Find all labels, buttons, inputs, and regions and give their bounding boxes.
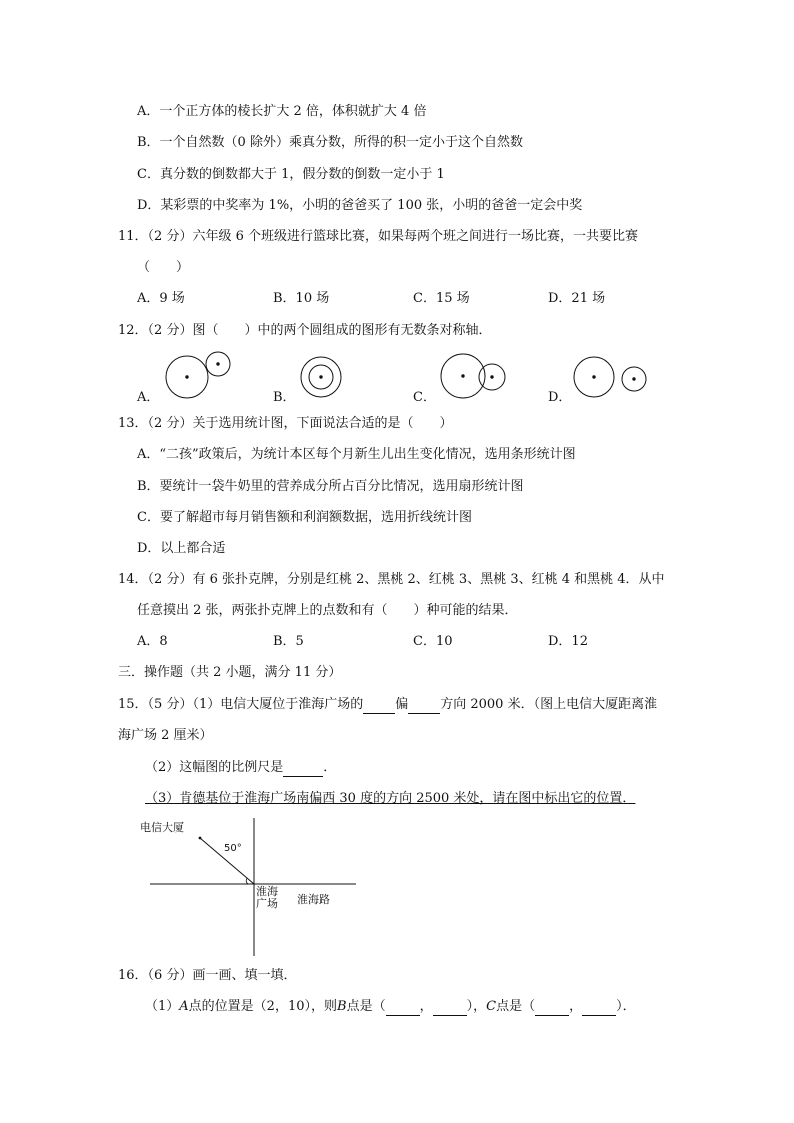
q13-option-c: C．要了解超市每月销售额和利润额数据，选用折线统计图 xyxy=(137,510,472,525)
q14-option-d: D．12 xyxy=(548,634,588,649)
q14-option-c: C．10 xyxy=(413,634,453,649)
q16-part1-text-f: ）． xyxy=(616,999,636,1014)
point-b-label: B xyxy=(337,999,347,1014)
q13-option-d: D．以上都合适 xyxy=(137,541,226,556)
q10-option-d: D．某彩票的中奖率为 1%，小明的爸爸买了 100 张，小明的爸爸一定会中奖 xyxy=(137,198,583,213)
q16-part1-text-b: 点的位置是（2，10），则 xyxy=(188,999,337,1014)
q14-option-a: A．8 xyxy=(137,634,168,649)
q16-part1-text-e: 点是（ xyxy=(496,999,536,1014)
point-c-y-blank[interactable] xyxy=(582,1001,616,1016)
q10-option-b: B．一个自然数（0 除外）乘真分数，所得的积一定小于这个自然数 xyxy=(137,135,523,150)
label-angle-50: 50° xyxy=(224,843,242,854)
q15-stem-part-a: 15．（5 分）（1）电信大厦位于淮海广场的 xyxy=(118,697,364,712)
q13-option-b: B．要统计一袋牛奶里的营养成分所占百分比情况，选用扇形统计图 xyxy=(137,479,524,494)
label-huaihai-square-2: 广场 xyxy=(256,897,278,910)
q15-part2-end: ． xyxy=(323,760,337,775)
q11-option-c: C．15 场 xyxy=(413,291,470,306)
q16-part1-text-d: ）， xyxy=(466,999,487,1014)
q16-part1 xyxy=(145,998,636,1016)
q15-stem-part-c: 方向 2000 米．（图上电信大厦距离淮 xyxy=(440,697,658,712)
label-telecom-building: 电信大厦 xyxy=(140,821,184,834)
q15-stem-part-b: 偏 xyxy=(395,697,409,712)
q16-comma-1: ， xyxy=(419,999,433,1014)
q16-part1-label: （1） xyxy=(145,999,180,1014)
q12-option-b: B． xyxy=(273,390,296,405)
building-point xyxy=(199,837,202,840)
point-c-label: C xyxy=(486,999,497,1014)
q11-answer-paren: （ ） xyxy=(137,260,190,275)
q13-option-a: A．“二孩”政策后，为统计本区每个月新生儿出生变化情况，选用条形统计图 xyxy=(137,447,576,462)
q16-stem: 16．（6 分）画一画、填一填． xyxy=(118,968,297,983)
q14-stem-line2: 任意摸出 2 张，两张扑克牌上的点数和有（ ）种可能的结果． xyxy=(137,603,518,618)
q12-option-c: C． xyxy=(413,390,436,405)
point-b-y-blank[interactable] xyxy=(433,1001,467,1016)
q16-part1-text-c: 点是（ xyxy=(346,999,386,1014)
q11-option-d: D．21 场 xyxy=(548,291,606,306)
q12-option-a: A． xyxy=(137,390,160,405)
q15-part3: （3）肯德基位于淮海广场南偏西 30 度的方向 2500 米处，请在图中标出它的位置． xyxy=(145,791,636,806)
q11-option-a: A．9 场 xyxy=(137,291,185,306)
point-b-x-blank[interactable] xyxy=(386,1001,420,1016)
q12-option-d: D． xyxy=(548,390,572,405)
q11-option-b: B．10 场 xyxy=(273,291,330,306)
q11-stem: 11．（2 分）六年级 6 个班级进行篮球比赛，如果每两个班之间进行一场比赛，一共要比赛 xyxy=(118,229,638,244)
label-huaihai-road: 淮海路 xyxy=(297,893,330,906)
q14-option-b: B．5 xyxy=(273,634,304,649)
section-3-heading: 三．操作题（共 2 小题，满分 11 分） xyxy=(118,665,342,680)
q16-comma-2: ， xyxy=(569,999,583,1014)
q15-stem-line2: 海广场 2 厘米） xyxy=(118,728,213,743)
point-a-label: A xyxy=(179,999,189,1014)
q10-option-c: C．真分数的倒数都大于 1，假分数的倒数一定小于 1 xyxy=(137,167,445,182)
q13-stem: 13．（2 分）关于选用统计图，下面说法合适的是（ ） xyxy=(118,416,453,431)
q10-option-a: A．一个正方体的棱长扩大 2 倍，体积就扩大 4 倍 xyxy=(137,104,427,119)
q14-stem-line1: 14．（2 分）有 6 张扑克牌，分别是红桃 2、黑桃 2、红桃 3、黑桃 3、红桃 4 和黑桃 4．从中 xyxy=(118,572,665,587)
label-huaihai-square-1: 淮海 xyxy=(256,885,278,898)
q12-stem: 12．（2 分）图（ ）中的两个圆组成的图形有无数条对称轴． xyxy=(118,323,492,338)
q15-part2-text: （2）这幅图的比例尺是 xyxy=(145,760,284,775)
point-c-x-blank[interactable] xyxy=(535,1001,569,1016)
